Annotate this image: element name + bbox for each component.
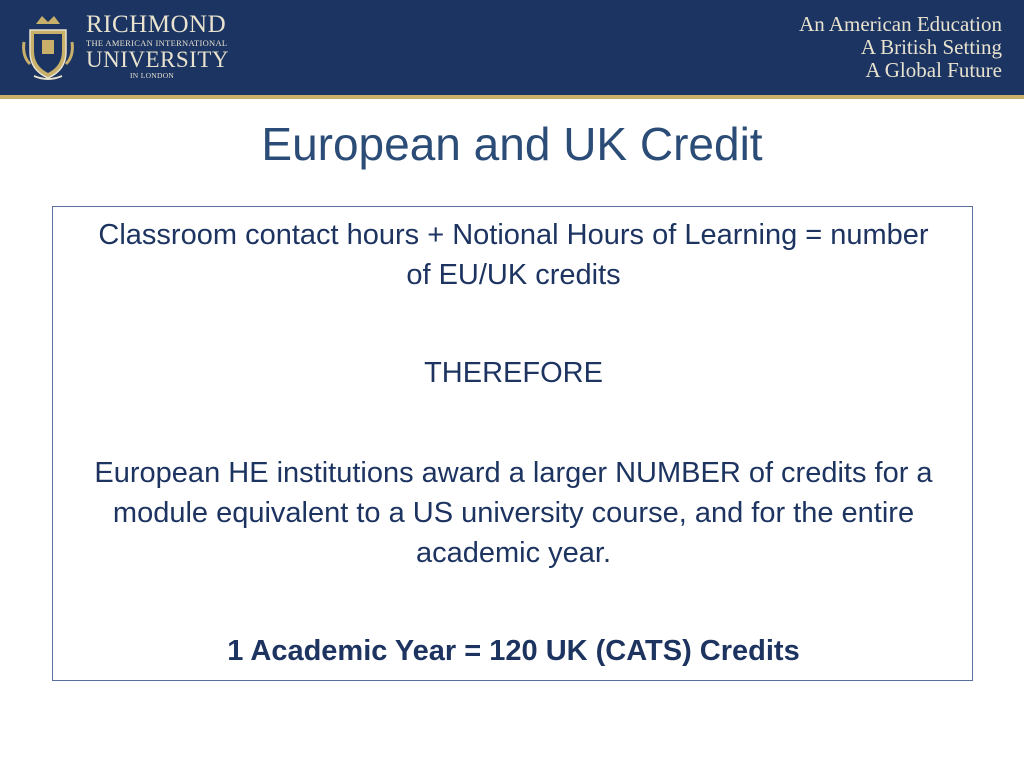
logo-name: RICHMOND bbox=[86, 11, 227, 38]
header-banner bbox=[0, 0, 1024, 99]
logo-subtitle: THE AMERICAN INTERNATIONAL bbox=[86, 38, 228, 48]
university-crest-icon bbox=[20, 12, 76, 82]
logo-university: UNIVERSITY bbox=[86, 47, 229, 72]
logo-location: IN LONDON bbox=[130, 71, 175, 80]
content-box bbox=[52, 206, 973, 681]
tagline-line: A British Setting bbox=[860, 35, 1002, 59]
conclusion-text: 1 Academic Year = 120 UK (CATS) Credits bbox=[227, 635, 800, 667]
explanation-text: European HE institutions award a larger NUMBER of credits for a module equivalent to a US university course, and for the entire academic year. bbox=[94, 457, 933, 569]
formula-text: Classroom contact hours + Notional Hours of Learning = number of EU/UK credits bbox=[98, 219, 929, 291]
tagline-line: A Global Future bbox=[865, 58, 1002, 82]
university-logo-text bbox=[86, 12, 229, 81]
tagline bbox=[799, 13, 1002, 82]
slide-title: European and UK Credit bbox=[261, 118, 763, 170]
therefore-text: THEREFORE bbox=[424, 357, 603, 389]
tagline-line: An American Education bbox=[799, 12, 1002, 36]
